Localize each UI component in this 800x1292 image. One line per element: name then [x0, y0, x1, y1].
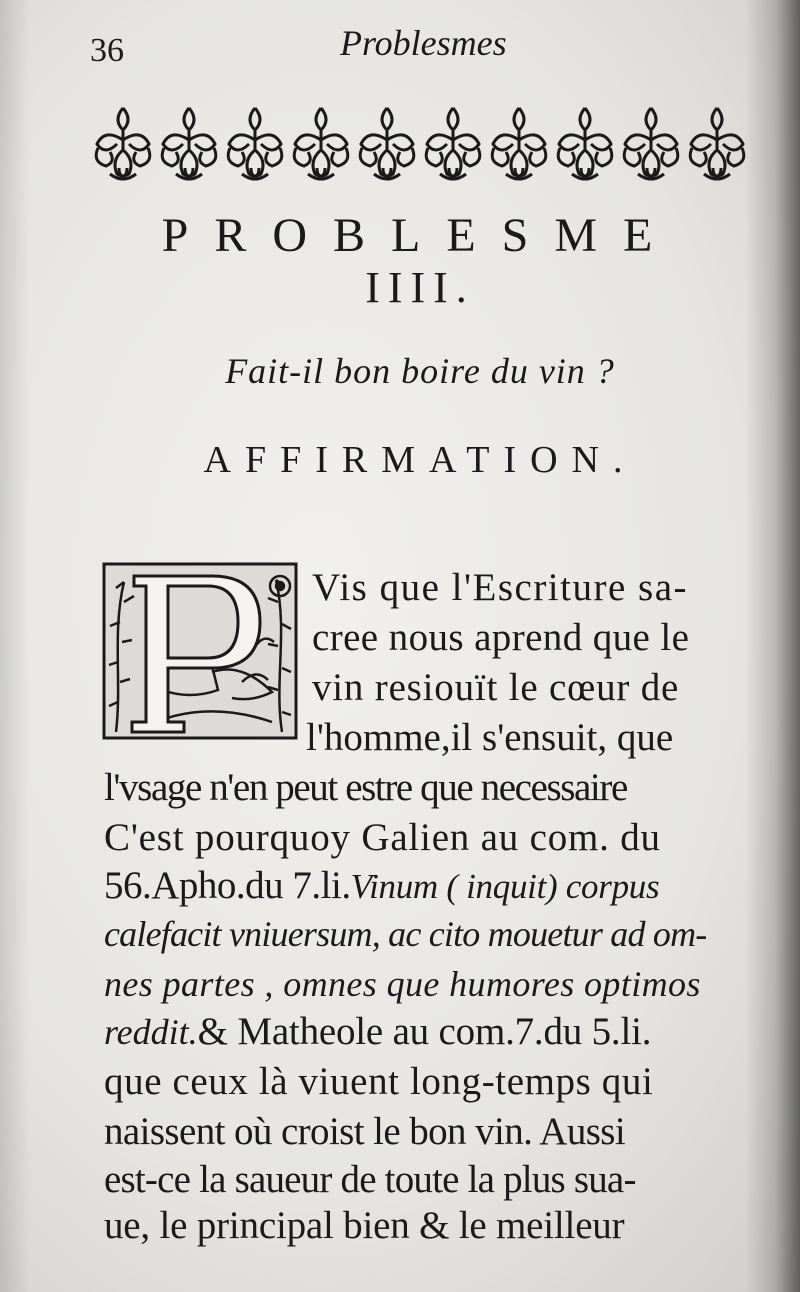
body-text-latin: reddit. — [104, 1012, 198, 1052]
body-line — [104, 1012, 651, 1051]
fleuron-icon — [96, 108, 150, 179]
body-line: cree nous aprend que le — [312, 616, 690, 659]
fleuron-icon — [558, 108, 612, 179]
fleuron-icon — [492, 108, 546, 179]
fleuron-icon — [624, 108, 678, 179]
fleuron-icon — [690, 108, 744, 179]
body-line: naissent où croist le bon vin. Aussi — [104, 1110, 626, 1153]
body-line: ue, le principal bien & le meilleur — [104, 1204, 625, 1247]
fleuron-icon — [294, 108, 348, 179]
body-text-latin: Vinum ( inquit) corpus — [350, 867, 660, 906]
body-line: calefacit vniuersum, ac cito mouetur ad om- — [104, 914, 707, 954]
fleuron-icon — [426, 108, 480, 179]
binding-shadow — [745, 0, 800, 1292]
fleuron-band-icon — [90, 100, 750, 190]
page-number: 36 — [90, 32, 124, 69]
decorated-initial-p-icon — [102, 562, 298, 740]
fleuron-icon — [228, 108, 282, 179]
section-heading: AFFIRMATION. — [203, 439, 637, 481]
running-head — [90, 22, 690, 72]
running-title: Problesmes — [340, 23, 507, 63]
fleuron-icon — [360, 108, 414, 179]
body-line — [104, 866, 659, 905]
body-line: nes partes , omnes que humores optimos — [104, 964, 701, 1004]
problem-heading: PROBLESME — [161, 209, 679, 262]
problem-question: Fait-il bon boire du vin ? — [225, 351, 615, 391]
body-line: Vis que l'Escriture sa- — [312, 566, 688, 609]
body-text-roman: 56.Apho.du 7.li. — [104, 864, 351, 907]
fleuron-icon — [162, 108, 216, 179]
body-line: que ceux là viuent long-temps qui — [104, 1060, 654, 1103]
page-edge-shadow — [0, 0, 30, 1292]
body-line: est-ce la saueur de toute la plus sua- — [104, 1158, 636, 1201]
body-line: l'homme,il s'ensuit, que — [306, 716, 674, 759]
body-line: vin resiouït le cœur de — [312, 666, 680, 709]
body-text-roman: & Matheole au com.7.du 5.li. — [197, 1010, 652, 1053]
body-line: l'vsage n'en peut estre que necessaire — [104, 766, 627, 809]
problem-number: IIII. — [365, 263, 475, 312]
body-line: C'est pourquoy Galien au com. du — [104, 816, 661, 859]
